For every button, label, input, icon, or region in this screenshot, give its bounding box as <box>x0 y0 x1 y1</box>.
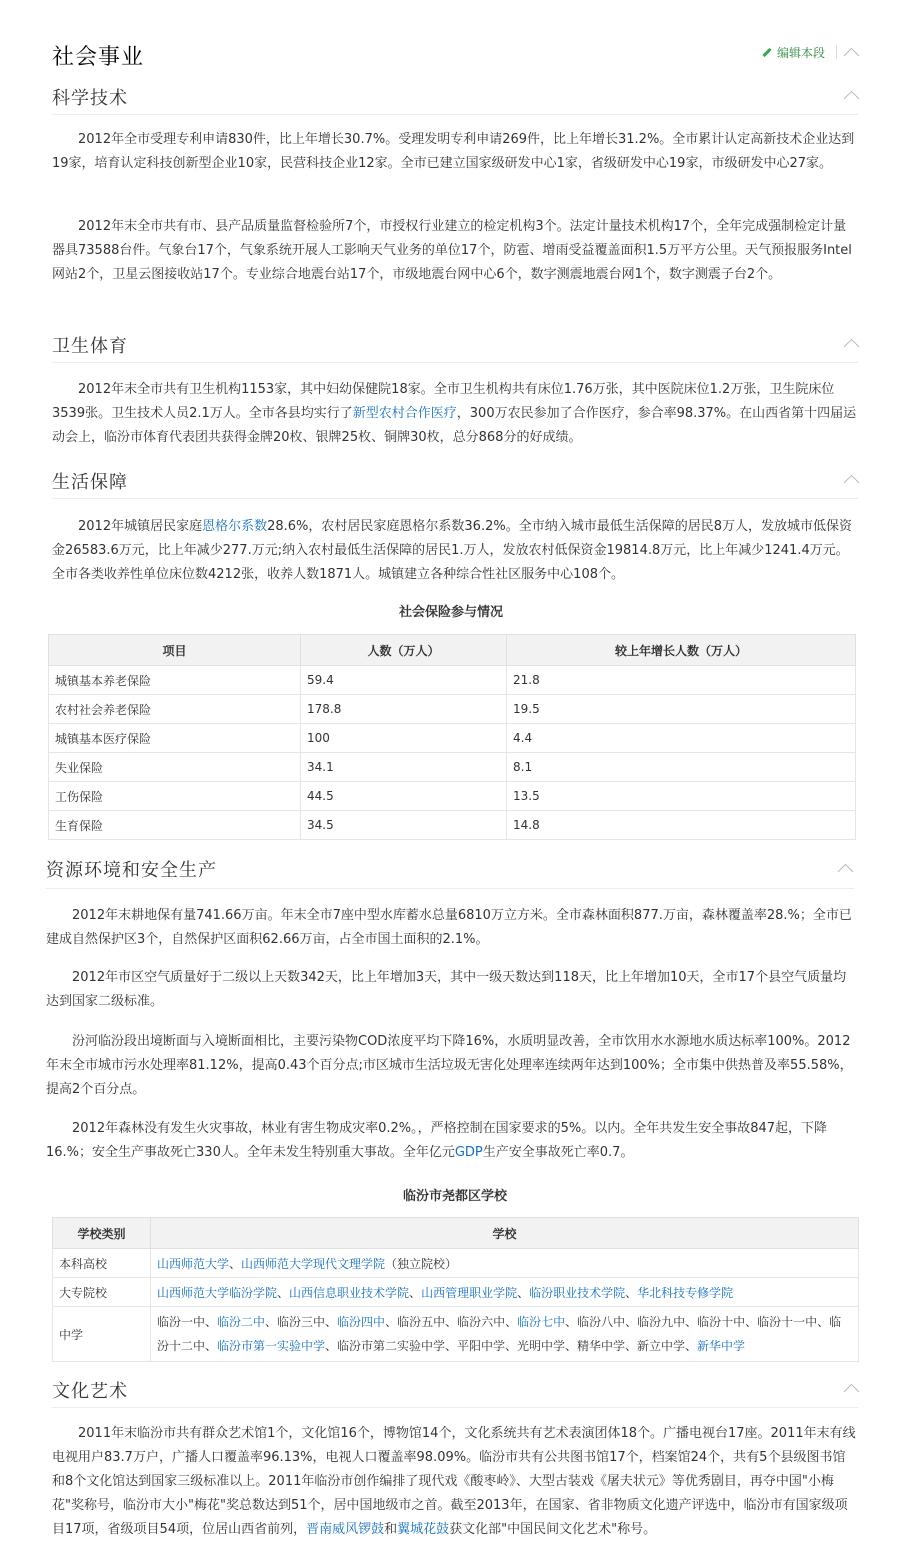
section-divider <box>52 1407 858 1408</box>
paragraph <box>52 378 858 450</box>
collapse-chevron-icon[interactable] <box>844 91 860 107</box>
table-header-cell: 较上年增长人数（万人） <box>507 635 856 666</box>
school-link[interactable]: 临汾七中 <box>517 1315 566 1329</box>
table-row <box>49 782 856 811</box>
table-cell-schools <box>151 1278 859 1307</box>
table-row <box>53 1249 859 1278</box>
section-divider <box>52 362 858 363</box>
section-title-sci: 科学技术 <box>52 88 128 109</box>
table-cell: 13.5 <box>507 782 856 811</box>
school-link[interactable]: 山西信息职业技术学院 <box>289 1285 410 1300</box>
table-row <box>53 1278 859 1307</box>
table-cell: 生育保险 <box>49 811 301 840</box>
table-row <box>49 753 856 782</box>
table-cell: 19.5 <box>507 695 856 724</box>
table-header-row <box>53 1218 859 1249</box>
edit-section-label: 编辑本段 <box>777 46 826 60</box>
section-divider <box>46 888 854 889</box>
table-cell: 失业保险 <box>49 753 301 782</box>
paragraph: 2012年市区空气质量好于二级以上天数342天，比上年增加3天，其中一级天数达到118天，比上年增加10天，全市17个县空气质量均达到国家二级标准。 <box>46 970 847 1009</box>
insurance-table <box>48 634 856 840</box>
school-text: 、临汾三中、 <box>265 1315 338 1329</box>
table-title: 社会保险参与情况 <box>398 605 503 620</box>
table-cell: 100 <box>301 724 507 753</box>
school-link[interactable]: 临汾市第一实验中学 <box>217 1339 326 1353</box>
school-link[interactable]: 山西师范大学 <box>157 1256 230 1271</box>
school-text: 临汾一中、 <box>157 1315 218 1329</box>
table-header-cell: 人数（万人） <box>301 635 507 666</box>
link-engel-coefficient[interactable]: 恩格尔系数 <box>202 519 268 534</box>
school-link[interactable]: 新华中学 <box>697 1339 746 1353</box>
school-text: 、 <box>517 1285 530 1300</box>
school-text: 、 <box>409 1285 422 1300</box>
section-title-culture: 文化艺术 <box>52 1381 128 1402</box>
section-divider <box>52 114 858 115</box>
table-cell: 21.8 <box>507 666 856 695</box>
school-text: 、临汾市第二实验中学、平阳中学、光明中学、精华中学、新立中学、 <box>325 1339 698 1353</box>
paragraph: 汾河临汾段出境断面与入境断面相比，主要污染物COD浓度平均下降16%，水质明显改善，全市饮用水水源地水质达标率100%。2012年末全市城市污水处理率81.12%，提高0.43个百分点;市区城市生活垃圾无害化处理率连续两年达到100%；全市集中供热普及率55.58%，提高2个百分点。 <box>46 1034 853 1097</box>
school-link[interactable]: 山西管理职业学院 <box>421 1285 518 1300</box>
link-jinnan-gong-drum[interactable]: 晋南威风锣鼓 <box>306 1522 385 1537</box>
table-cell: 34.1 <box>301 753 507 782</box>
table-cell: 工伤保险 <box>49 782 301 811</box>
table-cell-schools <box>151 1307 859 1362</box>
school-table <box>52 1217 859 1362</box>
table-cell: 178.8 <box>301 695 507 724</box>
school-text: 、临汾五中、临汾六中、 <box>385 1315 518 1329</box>
paragraph <box>52 1422 858 1542</box>
school-text: 、 <box>277 1285 290 1300</box>
paragraph-text: 获文化部"中国民间文化艺术"称号。 <box>449 1522 657 1537</box>
link-gdp[interactable]: GDP <box>454 1145 483 1160</box>
table-row <box>49 811 856 840</box>
paragraph: 2012年全市受理专利申请830件，比上年增长30.7%。受理发明专利申请269件，比上年增长31.2%。全市累计认定高新技术企业达到19家，培育认定科技创新型企业10家，民营科技企业12家。全市已建立国家级研发中心1家，省级研发中心19家，市级研发中心27家。 <box>52 132 855 171</box>
collapse-chevron-icon[interactable] <box>838 864 854 880</box>
table-row <box>49 724 856 753</box>
paragraph: 2012年末耕地保有量741.66万亩。年末全市7座中型水库蓄水总量6810万立方米。全市森林面积877.万亩，森林覆盖率28.%；全市已建成自然保护区3个，自然保护区面积62.66万亩，占全市国土面积的2.1%。 <box>46 908 852 947</box>
collapse-chevron-icon[interactable] <box>844 475 860 491</box>
paragraph-text: 和 <box>384 1522 398 1537</box>
table-cell-schools <box>151 1249 859 1278</box>
school-link[interactable]: 临汾二中 <box>217 1315 266 1329</box>
table-cell-category: 本科高校 <box>53 1249 151 1278</box>
school-text: 、 <box>229 1256 242 1271</box>
table-row <box>49 695 856 724</box>
section-title-life: 生活保障 <box>52 472 128 493</box>
pencil-icon <box>762 48 771 57</box>
table-cell: 14.8 <box>507 811 856 840</box>
table-header-cell: 学校类别 <box>53 1218 151 1249</box>
table-header-cell: 学校 <box>151 1218 859 1249</box>
school-link[interactable]: 山西师范大学现代文理学院 <box>241 1256 386 1271</box>
edit-section-button[interactable] <box>762 44 825 61</box>
table-row <box>53 1307 859 1362</box>
table-cell: 8.1 <box>507 753 856 782</box>
paragraph-text: 28.6%，农村居民家庭恩格尔系数36.2%。全市纳入城市最低生活保障的居民8万人，发放城市低保资金26583.6万元，比上年减少277.万元;纳入农村最低生活保障的居民1.万人，发放农村低保资金19814.8万元，比上年减少1241.4万元。全市各类收养性单位床位数4212张，收养人数1871人。城镇建立各种综合性社区服务中心108个。 <box>52 519 852 582</box>
paragraph: 2012年末全市共有市、县产品质量监督检验所7个，市授权行业建立的检定机构3个。法定计量技术机构17个，全年完成强制检定计量器具73588台件。气象台17个，气象系统开展人工影响天气业务的单位17个，防雹、增雨受益覆盖面积1.5万平方公里。天气预报服务Intel网站2个，卫星云图接收站17个。专业综合地震台站17个，市级地震台网中心6个，数字测震地震台网1个，数字测震子台2个。 <box>52 219 852 282</box>
school-text: 、临汾八中、临汾九中、临汾十中、临汾十一中、临汾十二中、 <box>157 1315 842 1353</box>
table-cell: 城镇基本养老保险 <box>49 666 301 695</box>
page-title: 社会事业 <box>52 45 145 70</box>
table-cell: 44.5 <box>301 782 507 811</box>
table-cell-category: 中学 <box>53 1307 151 1362</box>
school-text: 、 <box>625 1285 638 1300</box>
collapse-chevron-icon[interactable] <box>844 48 860 64</box>
paragraph <box>52 515 858 587</box>
table-cell: 农村社会养老保险 <box>49 695 301 724</box>
collapse-chevron-icon[interactable] <box>844 1384 860 1400</box>
table-cell: 59.4 <box>301 666 507 695</box>
school-link[interactable]: 临汾职业技术学院 <box>529 1285 626 1300</box>
paragraph-text: 2012年城镇居民家庭 <box>78 519 203 534</box>
table-cell: 城镇基本医疗保险 <box>49 724 301 753</box>
table-header-row <box>49 635 856 666</box>
header-separator <box>836 45 837 59</box>
paragraph-text: 2012年末全市共有卫生机构1153家，其中妇幼保健院18家。全市卫生机构共有床位1.76万张，其中医院床位1.2万张，卫生院床位3539张。卫生技术人员2.1万人。全市各县均实行了 <box>52 382 835 421</box>
table-row <box>49 666 856 695</box>
paragraph-text: ，300万农民参加了合作医疗，参合率98.37%。在山西省第十四届运动会上，临汾市体育代表团共获得金牌20枚、银牌25枚、铜牌30枚，总分868分的好成绩。 <box>52 406 857 445</box>
school-text: （独立院校） <box>385 1256 458 1271</box>
table-header-cell: 项目 <box>49 635 301 666</box>
section-title-env: 资源环境和安全生产 <box>46 860 217 881</box>
paragraph <box>46 1117 854 1165</box>
paragraph-text: 生产安全事故死亡率0.7。 <box>482 1145 634 1160</box>
school-link[interactable]: 华北科技专修学院 <box>637 1285 734 1300</box>
table-cell: 34.5 <box>301 811 507 840</box>
paragraph-text: 2012年森林没有发生火灾事故，林业有害生物成灾率0.2%。，严格控制在国家要求的5%。以内。全年共发生安全事故847起，下降16.%；安全生产事故死亡330人。全年未发生特别重大事故。全年亿元 <box>46 1121 828 1160</box>
paragraph-text: 2011年末临汾市共有群众艺术馆1个，文化馆16个，博物馆14个，文化系统共有艺术表演团体18个。广播电视台17座。2011年末有线电视用户83.7万户，广播人口覆盖率96.13%，电视人口覆盖率98.09%。临汾市共有公共图书馆17个，档案馆24个，共有5个县级图书馆和8个文化馆达到国家三级标准以上。2011年临汾市创作编排了现代戏《酸枣岭》、大型古装戏《屠夫状元》等优秀剧目，再夺中国"小梅花"奖称号，临汾市大小"梅花"奖总数达到51个，居中国地级市之首。截至2013年，在国家、省非物质文化遗产评选中，临汾市有国家级项目17项，省级项目54项，位居山西省前列， <box>52 1426 856 1537</box>
link-yicheng-flower-drum[interactable]: 翼城花鼓 <box>397 1522 450 1537</box>
school-link[interactable]: 山西师范大学临汾学院 <box>157 1285 278 1300</box>
table-cell-category: 大专院校 <box>53 1278 151 1307</box>
table-title: 临汾市尧都区学校 <box>402 1189 507 1204</box>
school-link[interactable]: 临汾四中 <box>337 1315 386 1329</box>
section-title-health: 卫生体育 <box>52 336 128 357</box>
table-cell: 4.4 <box>507 724 856 753</box>
collapse-chevron-icon[interactable] <box>844 339 860 355</box>
link-rural-cooperative-medical[interactable]: 新型农村合作医疗 <box>352 406 457 421</box>
section-divider <box>52 498 858 499</box>
